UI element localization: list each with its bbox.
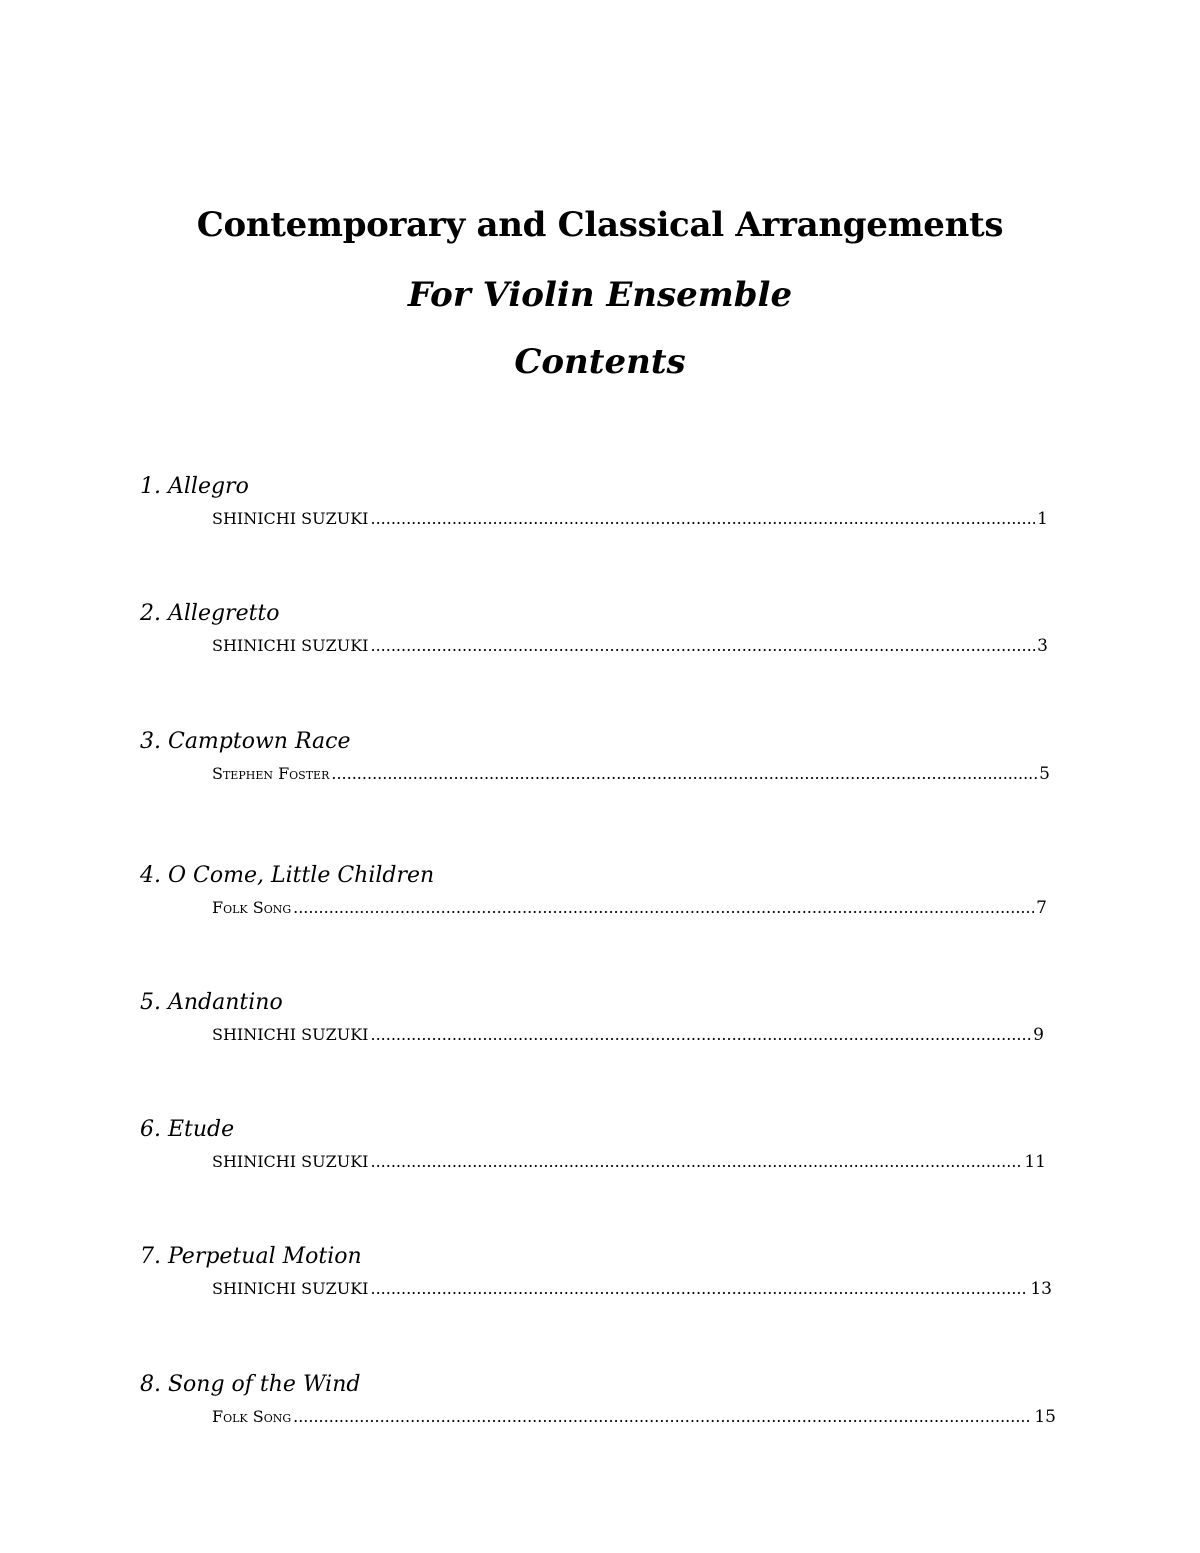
- toc-entry-line: [212, 1402, 1056, 1432]
- toc-entry-title: 3. Camptown Race: [140, 729, 351, 754]
- toc-entry-composer: Folk Song: [212, 1407, 292, 1426]
- dot-leader: [370, 504, 1035, 534]
- toc-entry-page: 1: [1037, 509, 1048, 529]
- dot-leader: [293, 1402, 1032, 1432]
- toc-entry-composer: Stephen Foster: [212, 764, 330, 783]
- toc-entry-composer: SHINICHI SUZUKI: [212, 509, 369, 528]
- toc-entry-page: 15: [1034, 1407, 1056, 1427]
- toc-entry-composer: Folk Song: [212, 898, 292, 917]
- toc-entry-page: 5: [1039, 764, 1050, 784]
- toc-entry-title: 8. Song of the Wind: [140, 1372, 361, 1397]
- toc-entry[interactable]: [140, 1370, 1060, 1440]
- toc-entry[interactable]: [140, 1242, 1060, 1312]
- toc-entry-title: 1. Allegro: [140, 474, 249, 499]
- toc-entry-page: 13: [1030, 1279, 1052, 1299]
- toc-entry-line: [212, 1274, 1052, 1304]
- toc-entry[interactable]: [140, 599, 1060, 669]
- toc-entry-page: 9: [1033, 1025, 1044, 1045]
- toc-entry-composer: SHINICHI SUZUKI: [212, 1152, 369, 1171]
- toc-entry-composer: SHINICHI SUZUKI: [212, 1025, 369, 1044]
- dot-leader: [370, 1274, 1028, 1304]
- dot-leader: [370, 1020, 1031, 1050]
- toc-entry[interactable]: [140, 727, 1060, 797]
- toc-entry-line: [212, 631, 1048, 661]
- dot-leader: [370, 631, 1035, 661]
- toc-entry-line: [212, 1147, 1046, 1177]
- dot-leader: [331, 759, 1037, 789]
- dot-leader: [293, 893, 1034, 923]
- toc-entry[interactable]: [140, 1115, 1060, 1185]
- toc-entry-line: [212, 504, 1048, 534]
- toc-entry-title: 5. Andantino: [140, 990, 283, 1015]
- toc-entry-page: 7: [1036, 898, 1047, 918]
- toc-entry-page: 3: [1037, 636, 1048, 656]
- dot-leader: [370, 1147, 1022, 1177]
- toc-entry-composer: SHINICHI SUZUKI: [212, 636, 369, 655]
- toc-entry-line: [212, 1020, 1044, 1050]
- toc-entry-title: 2. Allegretto: [140, 601, 280, 626]
- document-title: Contemporary and Classical Arrangements: [196, 205, 1004, 245]
- toc-entry-composer: SHINICHI SUZUKI: [212, 1279, 369, 1298]
- contents-heading: Contents: [514, 342, 686, 382]
- toc-entry-line: [212, 893, 1047, 923]
- toc-entry-page: 11: [1024, 1152, 1046, 1172]
- toc-entry[interactable]: [140, 472, 1060, 542]
- toc-entry[interactable]: [140, 861, 1060, 931]
- toc-entry-line: [212, 759, 1050, 789]
- toc-entry-title: 7. Perpetual Motion: [140, 1244, 362, 1269]
- toc-entry[interactable]: [140, 988, 1060, 1058]
- toc-entry-title: 4. O Come, Little Children: [140, 863, 435, 888]
- document-subtitle: For Violin Ensemble: [407, 275, 793, 315]
- toc-entry-title: 6. Etude: [140, 1117, 235, 1142]
